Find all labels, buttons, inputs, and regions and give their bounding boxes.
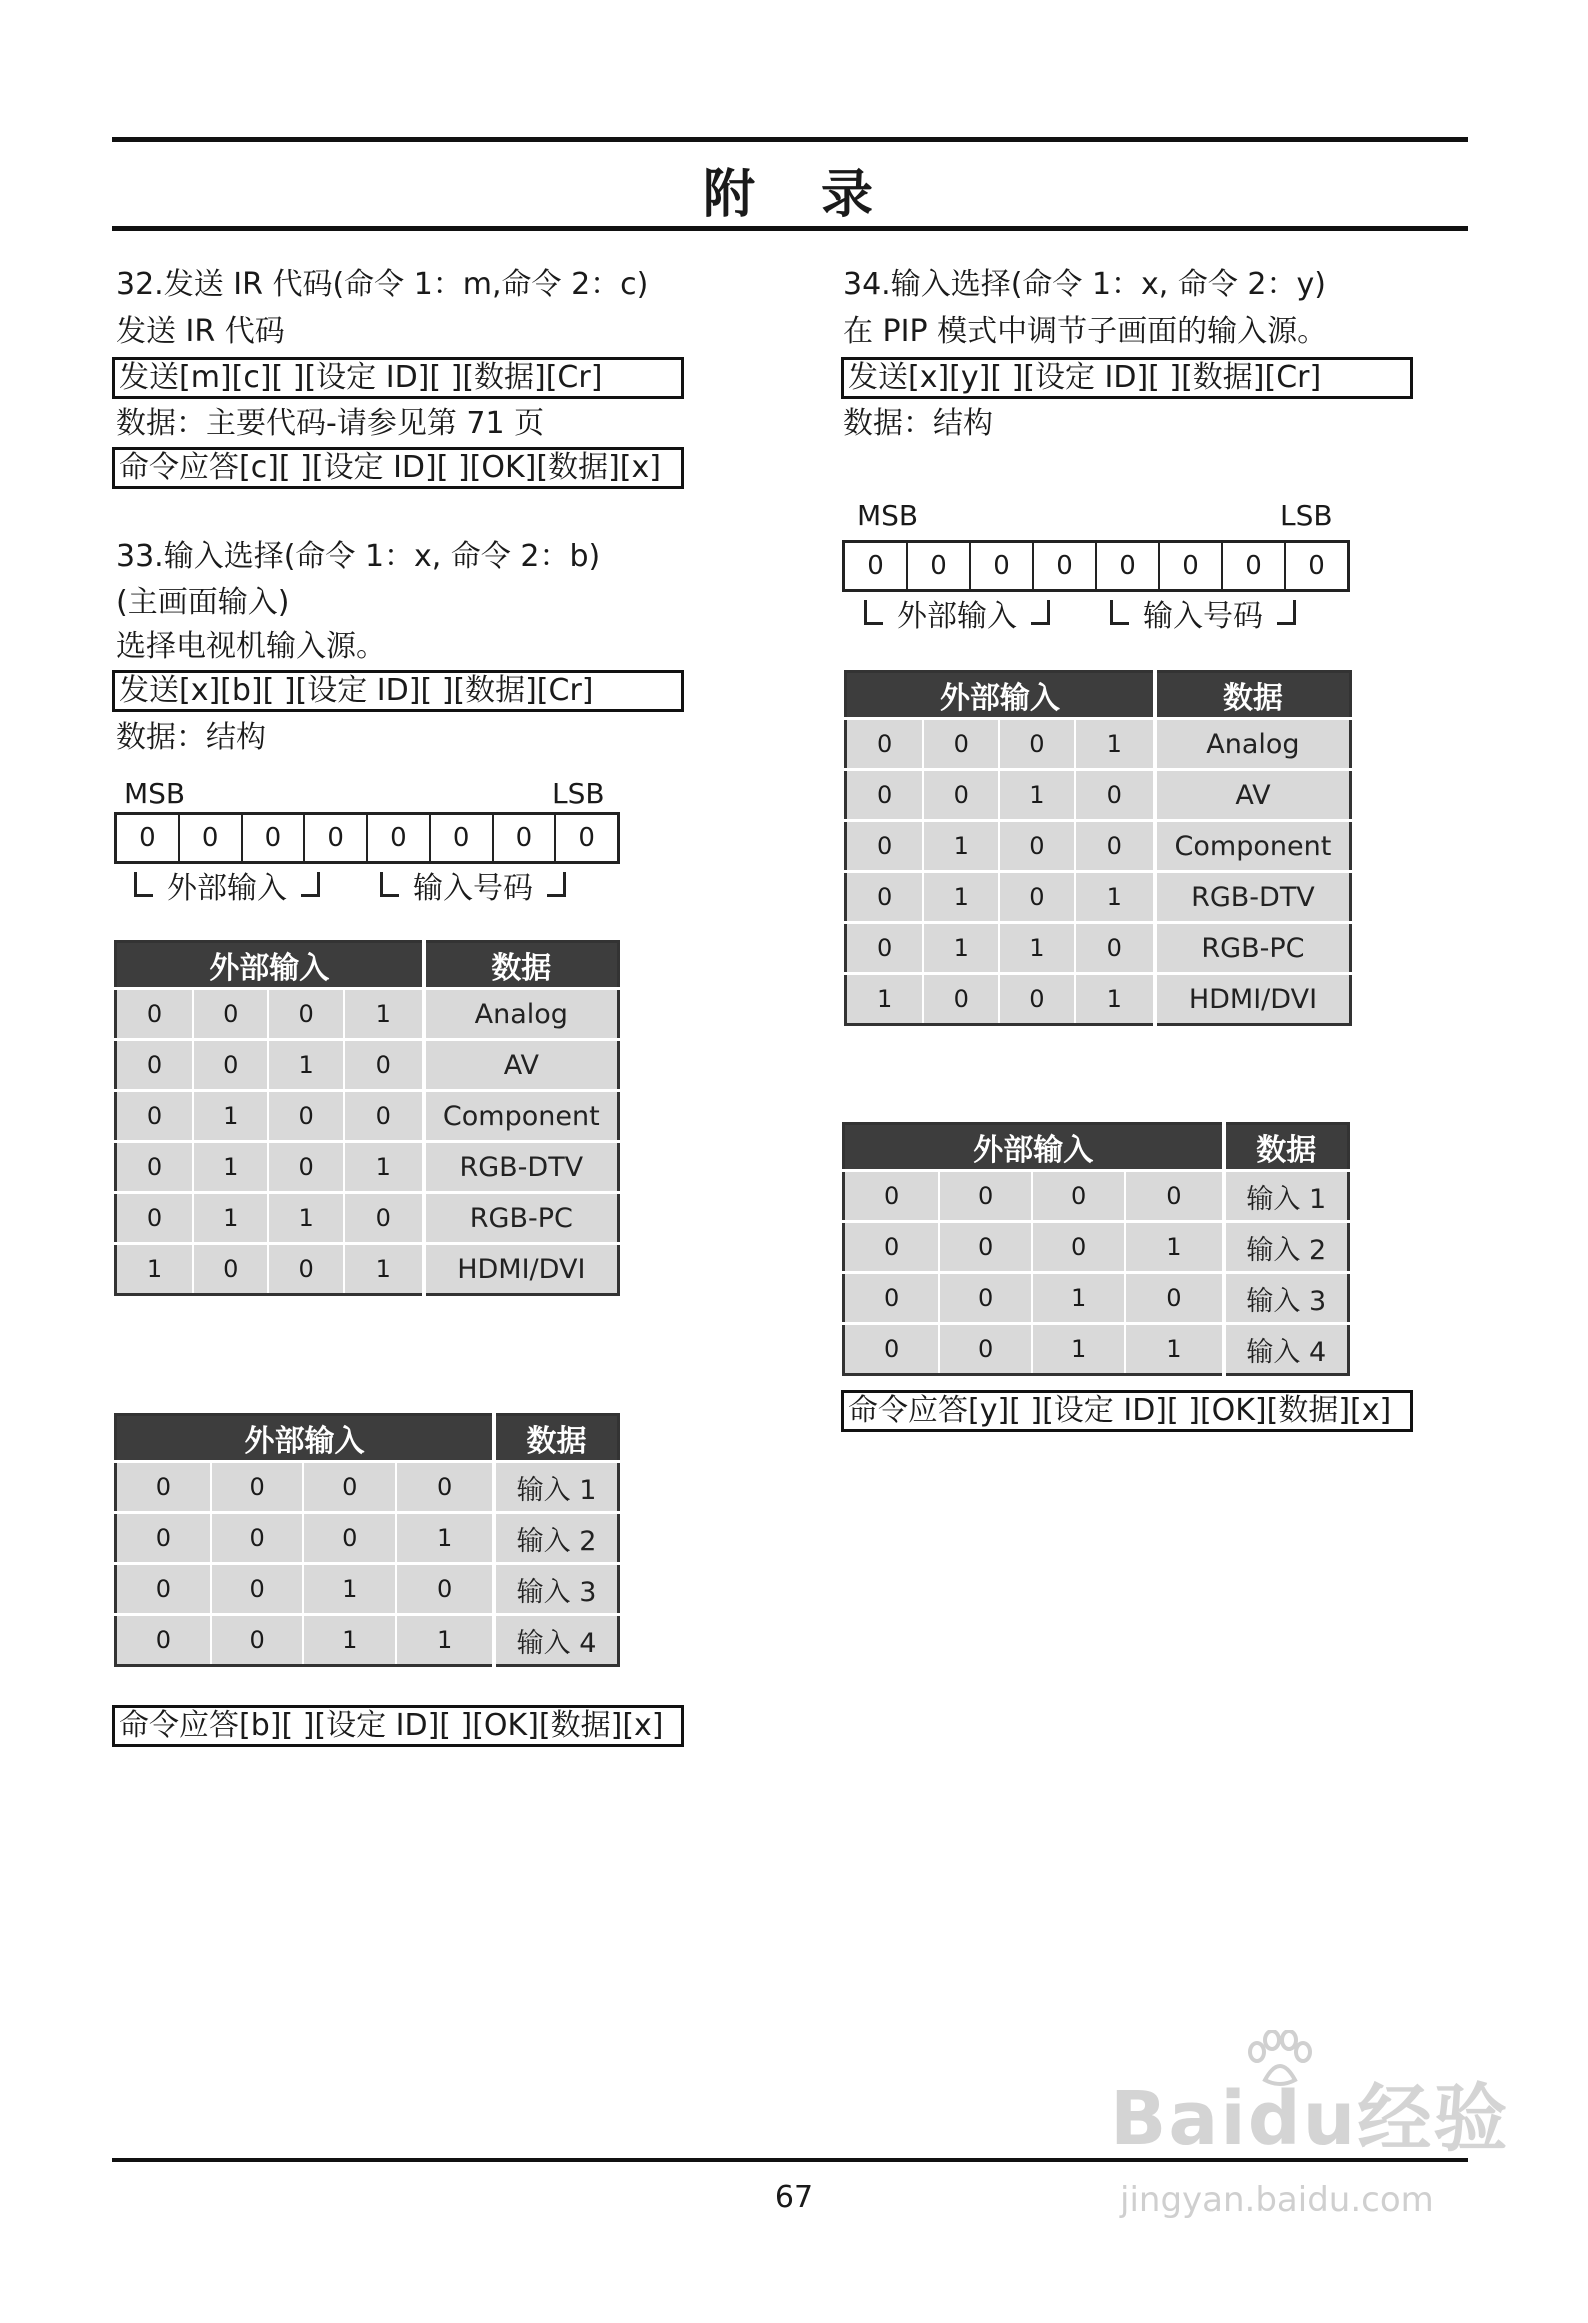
header-external-input: 外部输入 [116,942,424,989]
sec32-desc: 发送 IR 代码 [116,314,285,349]
table-cell: 0 [268,989,343,1040]
table-cell: 0 [923,770,999,821]
table-cell-value: RGB-DTV [424,1142,619,1193]
table-cell-value: 输入 4 [1224,1324,1349,1375]
table-cell: 0 [116,1142,194,1193]
table-cell: 0 [268,1091,343,1142]
table-cell: 1 [923,923,999,974]
table-cell-value: RGB-PC [424,1193,619,1244]
table-cell: 0 [999,821,1075,872]
table-row [116,1040,619,1091]
table-cell: 0 [116,989,194,1040]
table-row [846,974,1351,1025]
table-row [116,1091,619,1142]
sec32-data-note: 数据：主要代码-请参见第 71 页 [116,406,545,441]
table-cell-value: RGB-PC [1155,923,1351,974]
table-cell: 1 [1075,974,1155,1025]
bit-cell: 0 [494,815,557,861]
table-cell: 0 [344,1091,424,1142]
table-cell: 1 [999,923,1075,974]
table-row [846,872,1351,923]
table-cell: 0 [846,923,924,974]
top-rule [112,137,1468,142]
table-cell: 1 [1075,872,1155,923]
table-header [116,1415,619,1462]
table-cell: 1 [923,821,999,872]
external-input-label: 外部输入 [167,871,287,906]
table-cell: 1 [344,1142,424,1193]
table-cell: 1 [396,1513,494,1564]
table-header [844,1124,1349,1171]
table-row [116,1142,619,1193]
table-cell: 0 [1032,1171,1125,1222]
table-cell: 0 [116,1091,194,1142]
table-cell: 0 [1075,923,1155,974]
table-cell: 1 [303,1564,396,1615]
table-cell: 1 [396,1615,494,1666]
table-cell: 0 [193,1244,268,1295]
table-cell: 0 [1075,821,1155,872]
external-input-bracket [134,872,320,906]
table-cell: 0 [1125,1273,1223,1324]
watermark-url: jingyan.baidu.com [1120,2180,1434,2220]
bit-cell: 0 [1097,543,1160,589]
lsb-label: LSB [552,777,605,810]
sec33-desc: 选择电视机输入源。 [116,629,386,664]
table-cell-value: 输入 3 [494,1564,618,1615]
table-cell: 1 [344,1244,424,1295]
table-cell: 0 [211,1564,304,1615]
bit-cell: 0 [305,815,368,861]
table-cell-value: Component [424,1091,619,1142]
table-row [846,821,1351,872]
header-data: 数据 [1224,1124,1349,1171]
table-cell: 1 [193,1193,268,1244]
input-number-table [114,1413,620,1667]
table-cell-value: Analog [424,989,619,1040]
sec33-ack-box: 命令应答[b][ ][设定 ID][ ][OK][数据][x] [112,1705,684,1747]
sec33-send-box: 发送[x][b][ ][设定 ID][ ][数据][Cr] [112,670,684,712]
table-cell: 0 [396,1462,494,1513]
table-cell: 1 [344,989,424,1040]
table-row [846,923,1351,974]
bit-cell: 0 [1160,543,1223,589]
table-cell: 0 [939,1171,1032,1222]
table-cell: 0 [396,1564,494,1615]
sec33-data-note: 数据：结构 [116,720,266,755]
sec34-send-box: 发送[x][y][ ][设定 ID][ ][数据][Cr] [841,357,1413,399]
table-cell: 1 [1075,719,1155,770]
table-cell: 0 [344,1193,424,1244]
bit-cell: 0 [180,815,243,861]
table-cell: 0 [939,1273,1032,1324]
table-row [844,1324,1349,1375]
table-cell-value: 输入 1 [1224,1171,1349,1222]
bit-cell: 0 [368,815,431,861]
table-cell: 0 [844,1171,940,1222]
table-cell: 0 [344,1040,424,1091]
sec32-send-box: 发送[m][c][ ][设定 ID][ ][数据][Cr] [112,357,684,399]
sec33-heading: 33.输入选择(命令 1：x, 命令 2：b) [116,539,601,574]
table-cell: 0 [999,719,1075,770]
table-cell: 1 [923,872,999,923]
table-cell: 0 [846,821,924,872]
table-cell: 0 [846,872,924,923]
table-row [846,770,1351,821]
table-cell: 0 [211,1513,304,1564]
table-cell: 1 [1032,1273,1125,1324]
table-cell: 1 [1125,1222,1223,1273]
table-cell: 1 [1032,1324,1125,1375]
table-cell-value: RGB-DTV [1155,872,1351,923]
table-cell: 1 [846,974,924,1025]
table-cell: 0 [939,1222,1032,1273]
table-cell-value: HDMI/DVI [1155,974,1351,1025]
bit-cell: 0 [117,815,180,861]
table-cell: 1 [268,1193,343,1244]
table-cell-value: Component [1155,821,1351,872]
table-cell: 0 [999,974,1075,1025]
sec34-ack-box: 命令应答[y][ ][设定 ID][ ][OK][数据][x] [841,1390,1413,1432]
table-row [116,1564,619,1615]
table-cell-value: AV [1155,770,1351,821]
table-cell: 1 [303,1615,396,1666]
input-number-bracket [380,872,566,906]
table-cell-value: 输入 2 [494,1513,618,1564]
title-rule [112,226,1468,231]
bit-cell: 0 [431,815,494,861]
table-row [116,989,619,1040]
sec32-ack-box: 命令应答[c][ ][设定 ID][ ][OK][数据][x] [112,447,684,489]
table-header [846,672,1351,719]
table-cell: 0 [193,1040,268,1091]
bit-row [842,540,1350,592]
external-input-table [844,670,1352,1026]
watermark-brand: Baidu经验 [1110,2076,1510,2162]
table-cell: 0 [268,1244,343,1295]
bit-cell: 0 [1308,551,1325,581]
bit-cell: 0 [1223,543,1286,589]
input-number-label: 输入号码 [413,871,533,906]
table-row [116,1615,619,1666]
table-cell: 0 [999,872,1075,923]
table-row [116,1193,619,1244]
table-cell: 0 [303,1462,396,1513]
sec33-sub: (主画面输入) [116,585,290,620]
table-row [844,1273,1349,1324]
table-row [846,719,1351,770]
table-cell: 0 [211,1615,304,1666]
table-cell: 0 [116,1040,194,1091]
table-cell: 0 [939,1324,1032,1375]
table-cell: 0 [268,1142,343,1193]
table-cell: 0 [846,719,924,770]
header-data: 数据 [494,1415,618,1462]
table-cell-value: 输入 2 [1224,1222,1349,1273]
table-cell-value: 输入 4 [494,1615,618,1666]
table-cell-value: 输入 3 [1224,1273,1349,1324]
table-cell-value: Analog [1155,719,1351,770]
table-row [116,1244,619,1295]
header-external-input: 外部输入 [844,1124,1224,1171]
table-cell: 0 [846,770,924,821]
table-cell: 0 [923,974,999,1025]
bit-cell: 0 [908,543,971,589]
table-cell: 0 [116,1615,211,1666]
table-cell: 0 [116,1193,194,1244]
table-row [116,1513,619,1564]
input-number-label: 输入号码 [1143,599,1263,634]
sec32-heading: 32.发送 IR 代码(命令 1：m,命令 2：c) [116,267,649,302]
sec34-desc: 在 PIP 模式中调节子画面的输入源。 [843,314,1328,349]
input-number-table [842,1122,1350,1376]
external-input-table [114,940,620,1296]
bit-cell: 0 [1034,543,1097,589]
table-cell-value: AV [424,1040,619,1091]
bit-cell: 0 [971,543,1034,589]
table-cell: 0 [211,1462,304,1513]
table-cell: 0 [193,989,268,1040]
table-cell-value: 输入 1 [494,1462,618,1513]
table-cell: 0 [1032,1222,1125,1273]
table-header [116,942,619,989]
table-cell: 1 [116,1244,194,1295]
input-number-bracket [1110,600,1296,634]
sec34-data-note: 数据：结构 [843,406,993,441]
table-cell: 1 [1125,1324,1223,1375]
msb-label: MSB [857,499,919,532]
header-data: 数据 [424,942,619,989]
external-input-bracket [864,600,1050,634]
table-row [844,1171,1349,1222]
bit-cell: 0 [578,823,595,853]
table-cell: 0 [1125,1171,1223,1222]
page-number: 67 [774,2180,814,2215]
bit-cell: 0 [845,543,908,589]
bit-cell: 0 [243,815,306,861]
header-data: 数据 [1155,672,1351,719]
header-external-input: 外部输入 [846,672,1155,719]
sec34-heading: 34.输入选择(命令 1：x, 命令 2：y) [843,267,1326,302]
table-cell-value: HDMI/DVI [424,1244,619,1295]
table-cell: 0 [116,1462,211,1513]
table-cell: 1 [268,1040,343,1091]
table-cell: 0 [844,1324,940,1375]
table-cell: 0 [116,1513,211,1564]
table-row [844,1222,1349,1273]
table-row [116,1462,619,1513]
bit-row [114,812,620,864]
table-cell: 0 [844,1273,940,1324]
header-external-input: 外部输入 [116,1415,495,1462]
table-cell: 0 [116,1564,211,1615]
external-input-label: 外部输入 [897,599,1017,634]
table-cell: 1 [193,1091,268,1142]
table-cell: 0 [923,719,999,770]
lsb-label: LSB [1280,499,1333,532]
page-title: 附 录 [702,165,878,225]
table-cell: 0 [303,1513,396,1564]
msb-label: MSB [124,777,186,810]
table-cell: 0 [1075,770,1155,821]
table-cell: 1 [999,770,1075,821]
table-cell: 0 [844,1222,940,1273]
table-cell: 1 [193,1142,268,1193]
